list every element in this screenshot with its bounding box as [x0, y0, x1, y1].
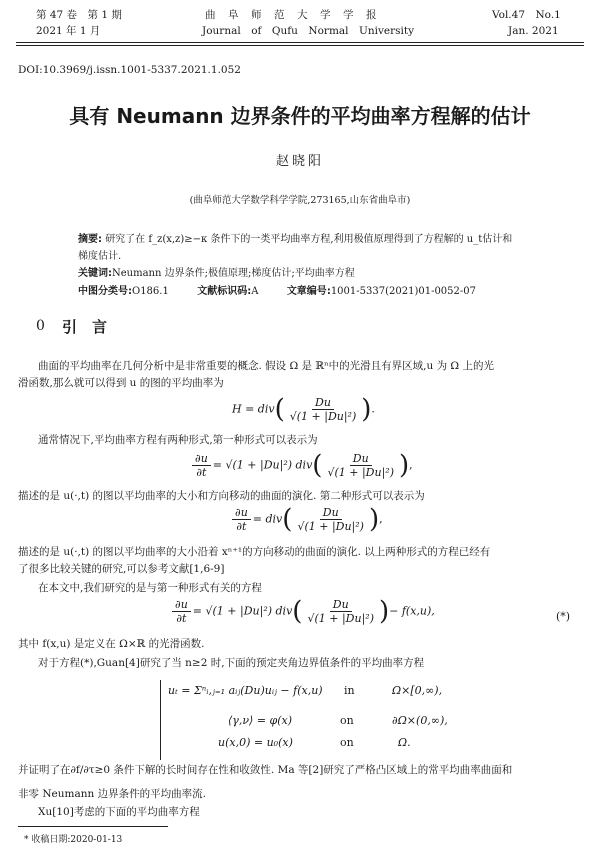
- paragraph-7: 对于方程(*),Guan[4]研究了当 n≥2 时,下面的预定夹角边界值条件的平均曲率方程: [38, 657, 425, 669]
- header-journal-cn: 曲 阜 师 范 大 学 学 报: [205, 9, 378, 21]
- header-date: 2021 年 1 月: [36, 25, 101, 37]
- doc-code-value: A: [251, 286, 259, 297]
- eq3-denominator: √(1 + |Du|²): [297, 520, 364, 533]
- paragraph-8-line-2: 非零 Neumann 边界条件的平均曲率流.: [18, 788, 206, 800]
- system-row-1-lhs: uₜ = Σⁿᵢ,ⱼ₌₁ aᵢⱼ(Du)uᵢⱼ − f(x,u): [168, 684, 323, 697]
- eq2-mid: = √(1 + |Du|²) div: [212, 458, 313, 472]
- eq3-numerator: Du: [320, 506, 342, 520]
- system-row-2-lhs: ⟨γ,ν⟩ = φ(x): [228, 714, 293, 727]
- paragraph-2: 通常情况下,平均曲率方程有两种形式,第一种形式可以表示为: [38, 434, 318, 446]
- paper-title: 具有 Neumann 边界条件的平均曲率方程解的估计: [69, 104, 531, 128]
- eq2-denominator: √(1 + |Du|²): [327, 466, 394, 479]
- abstract-text-2: 梯度估计.: [78, 251, 122, 262]
- eq3-lhs-num: ∂u: [232, 506, 251, 520]
- footnote-rule: [18, 826, 168, 827]
- header-journal-en: Journal of Qufu Normal University: [202, 25, 415, 37]
- paragraph-9: Xu[10]考虑的下面的平均曲率方程: [38, 806, 200, 818]
- doi: DOI:10.3969/j.issn.1001-5337.2021.1.052: [18, 64, 241, 76]
- article-no-label: 文章编号: [286, 286, 327, 297]
- eq4-tail: − f(x,u),: [389, 604, 435, 618]
- section-heading: 引 言: [62, 318, 108, 336]
- eq3-mid: = div: [252, 512, 283, 526]
- keywords-label: 关键词: [78, 268, 108, 279]
- header-vol-no: Vol.47 No.1: [492, 9, 561, 21]
- abstract: 摘要: 研究了在 f_z(x,z)≥−κ 条件下的一类平均曲率方程,利用极值原理得到了方程解的 u_t估计和: [78, 234, 513, 245]
- article-no-value: 1001-5337(2021)01-0052-07: [330, 286, 476, 297]
- paragraph-8-line-1: 并证明了在∂f/∂τ≥0 条件下解的长时间存在性和收敛性. Ma 等[2]研究了严格凸区域上的常平均曲率曲面和: [18, 764, 513, 776]
- eq4-denominator: √(1 + |Du|²): [307, 612, 374, 625]
- paragraph-4-line-2: 了很多比较关键的研究,可以参考文献[1,6-9]: [18, 563, 225, 575]
- system-row-1-in: in: [344, 684, 355, 697]
- eq2-lhs-num: ∂u: [192, 452, 211, 466]
- system-row-2-domain: ∂Ω×(0,∞),: [392, 714, 448, 727]
- equation-star-tag: (*): [556, 610, 571, 623]
- eq4-numerator: Du: [330, 598, 352, 612]
- paragraph-3: 描述的是 u(·,t) 的图以平均曲率的大小和方向移动的曲面的演化. 第二种形式可以表示为: [18, 490, 425, 502]
- header-volume-issue: 第 47 卷 第 1 期: [36, 9, 122, 21]
- eq4-mid: = √(1 + |Du|²) div: [192, 604, 293, 618]
- eq2-lhs-den: ∂t: [196, 466, 207, 479]
- eq1-denominator: √(1 + |Du|²): [289, 410, 357, 423]
- paragraph-6: 其中 f(x,u) 是定义在 Ω×ℝ 的光滑函数.: [18, 638, 205, 650]
- eq2-numerator: Du: [350, 452, 372, 466]
- keywords-text: Neumann 边界条件;极值原理;梯度估计;平均曲率方程: [112, 268, 355, 279]
- equation-star: $\frac{\partial u}{\partial t}$ = √(1 + |Du|²) div( $\frac{Du}{\text{√(1 + |Du|²)}}$ )− f(x,u),: [170, 598, 435, 625]
- clc-label: 中图分类号: [78, 286, 128, 297]
- clc-value: O186.1: [132, 286, 169, 297]
- system-row-3-on: on: [340, 736, 354, 749]
- abstract-text-1: 研究了在 f_z(x,z)≥−κ 条件下的一类平均曲率方程,利用极值原理得到了方程解的 u_t估计和: [105, 234, 513, 245]
- author: 赵晓阳: [275, 154, 324, 169]
- received-date-footnote: * 收稿日期:2020-01-13: [24, 835, 123, 845]
- equation-first-form: $\frac{\partial u}{\partial t}$ = √(1 + |Du|²) div( $\frac{Du}{\text{√(1 + |Du|²)}}$ ),: [190, 452, 413, 479]
- eq1-numerator: Du: [312, 396, 334, 410]
- keywords: 关键词:Neumann 边界条件;极值原理;梯度估计;平均曲率方程: [78, 268, 355, 279]
- header-date-en: Jan. 2021: [508, 25, 559, 37]
- system-row-1-domain: Ω×[0,∞),: [392, 684, 443, 697]
- system-row-3-domain: Ω.: [398, 736, 411, 749]
- classification-row: 中图分类号:O186.1 文献标识码:A 文章编号:1001-5337(2021)01-0052-07: [78, 286, 476, 297]
- system-row-2-on: on: [340, 714, 354, 727]
- paragraph-5: 在本文中,我们研究的是与第一种形式有关的方程: [38, 582, 262, 594]
- section-number: 0: [36, 318, 45, 334]
- doc-code-label: 文献标识码: [197, 286, 248, 297]
- system-row-3-lhs: u(x,0) = u₀(x): [218, 736, 293, 749]
- eq3-lhs-den: ∂t: [236, 520, 247, 533]
- equation-mean-curvature: H = div( $\frac{Du}{\text{√(1 + |Du|²)}}$ ).: [232, 394, 375, 425]
- paragraph-1-line-1: 曲面的平均曲率在几何分析中是非常重要的概念. 假设 Ω 是 ℝⁿ中的光滑且有界区域,u 为 Ω 上的光: [38, 360, 494, 372]
- abstract-label: 摘要: [78, 234, 98, 245]
- system-brace: [160, 680, 161, 760]
- eq4-lhs-den: ∂t: [176, 612, 187, 625]
- header-rule-bottom: [16, 45, 584, 46]
- eq1-lhs: H = div: [232, 402, 275, 416]
- paragraph-1-line-2: 滑函数,那么就可以得到 u 的图的平均曲率为: [18, 377, 224, 389]
- affiliation: (曲阜师范大学数学科学学院,273165,山东省曲阜市): [189, 195, 411, 206]
- paragraph-4-line-1: 描述的是 u(·,t) 的图以平均曲率的大小沿着 xⁿ⁺¹的方向移动的曲面的演化. 以上两种形式的方程已经有: [18, 546, 491, 558]
- eq4-lhs-num: ∂u: [172, 598, 191, 612]
- header-rule-top: [16, 42, 584, 43]
- equation-second-form: $\frac{\partial u}{\partial t}$ = div( $\frac{Du}{\text{√(1 + |Du|²)}}$ ),: [230, 506, 383, 533]
